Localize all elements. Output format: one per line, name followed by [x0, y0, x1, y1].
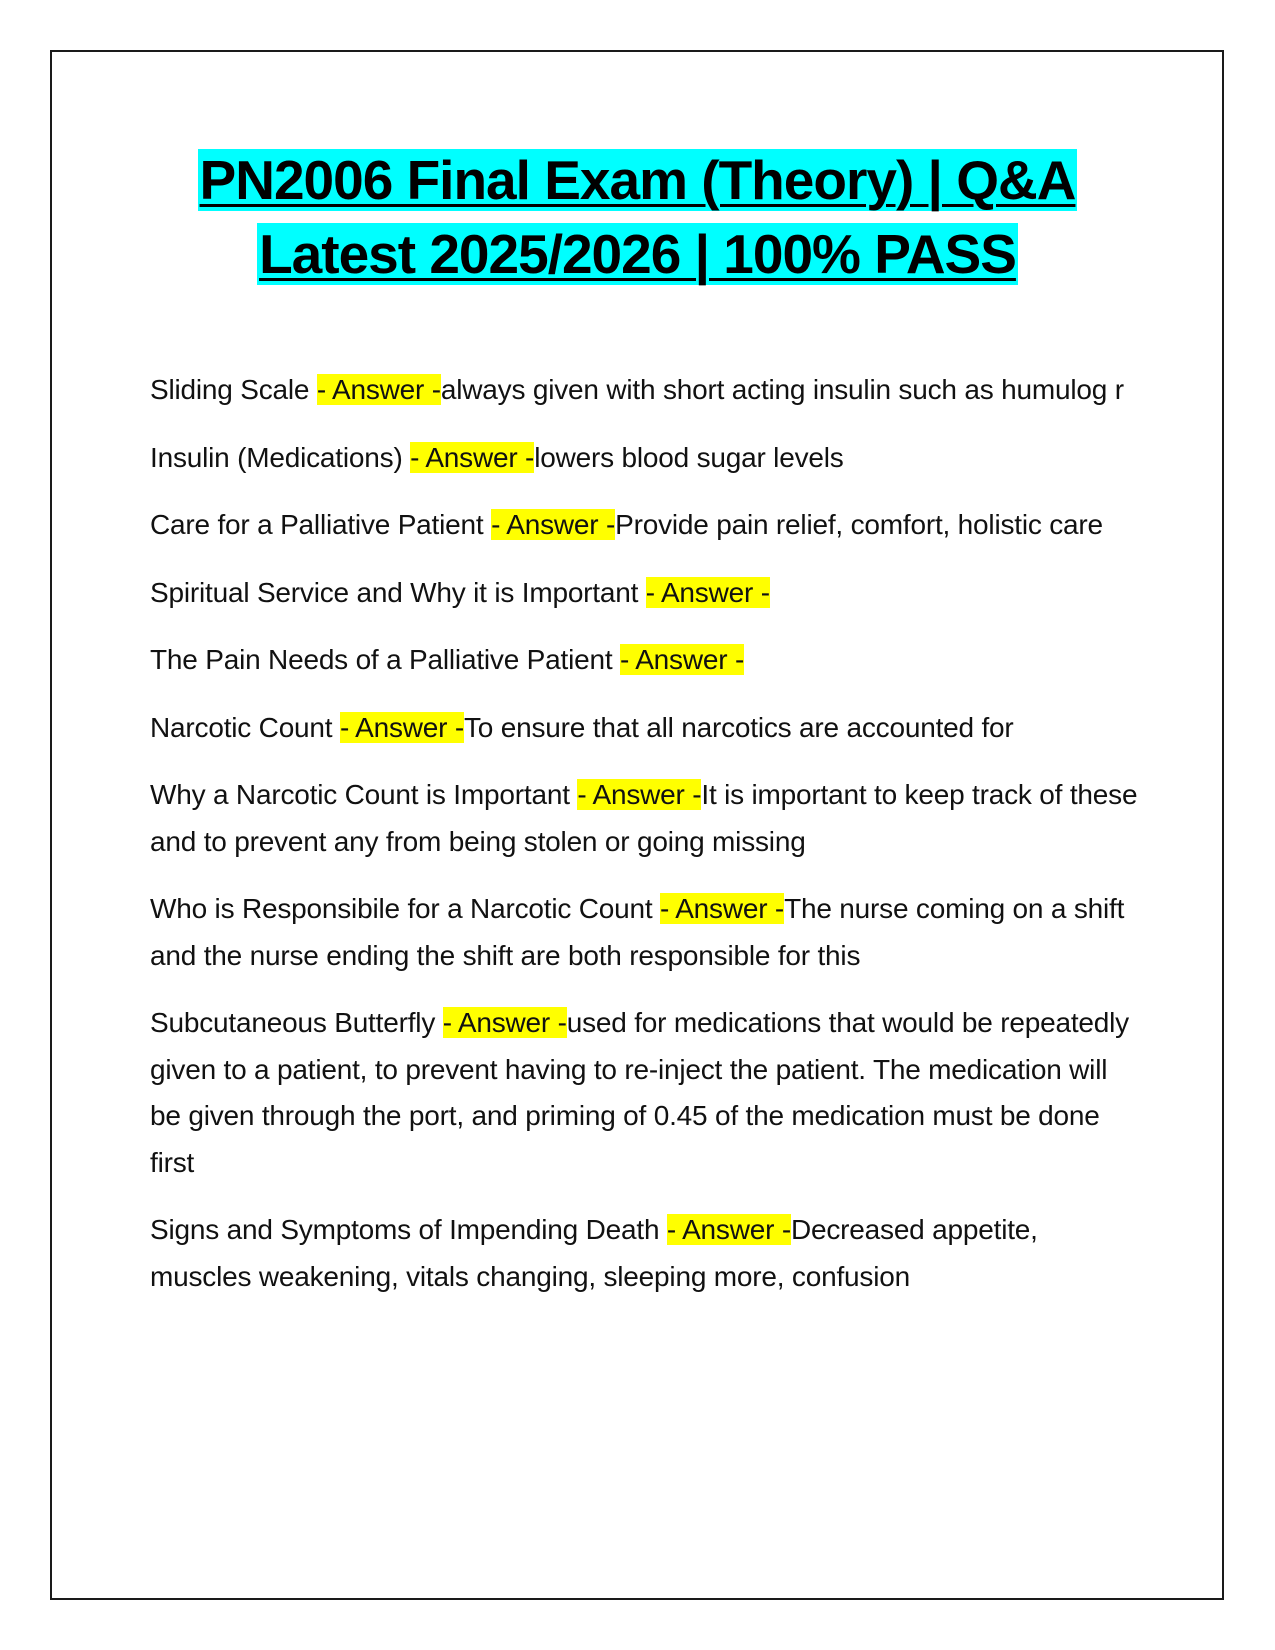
answer-marker: - Answer -	[666, 1214, 791, 1245]
qa-item	[150, 435, 1140, 482]
answer-marker: - Answer -	[577, 779, 702, 810]
answer-marker: - Answer -	[645, 576, 770, 608]
qa-item	[150, 502, 1140, 549]
qa-item	[150, 570, 1140, 617]
qa-item	[150, 1000, 1140, 1186]
qa-question: Spiritual Service and Why it is Important	[150, 576, 646, 608]
answer-marker: - Answer -	[491, 509, 616, 540]
qa-item	[150, 1207, 1140, 1300]
qa-answer: lowers blood sugar levels	[534, 441, 844, 473]
qa-answer: used for medications that would be repeatedly given to a patient, to prevent having to re-inject the patient. The medication will be given through the port, and priming of 0.45 of the medication must be done first	[150, 1007, 1129, 1178]
qa-question: The Pain Needs of a Palliative Patient	[150, 644, 621, 675]
answer-marker: - Answer -	[660, 893, 785, 924]
document-title	[0, 143, 1275, 291]
answer-marker: - Answer -	[316, 374, 441, 405]
qa-item	[150, 886, 1140, 979]
qa-question: Insulin (Medications)	[150, 441, 411, 473]
qa-item	[150, 367, 1140, 414]
title-line-1: PN2006 Final Exam (Theory) | Q&A	[199, 149, 1076, 211]
qa-item	[150, 705, 1140, 752]
answer-marker: - Answer -	[410, 441, 535, 473]
qa-answer: Provide pain relief, comfort, holistic care	[615, 509, 1103, 540]
qa-answer: Decreased appetite, muscles weakening, vitals changing, sleeping more, confusion	[150, 1214, 1038, 1292]
qa-item	[150, 772, 1140, 865]
qa-question: Who is Responsibile for a Narcotic Count	[150, 893, 661, 924]
qa-answer: always given with short acting insulin such as humulog r	[440, 374, 1124, 405]
qa-question: Sliding Scale	[150, 374, 317, 405]
title-line-2: Latest 2025/2026 | 100% PASS	[259, 223, 1016, 285]
qa-question: Care for a Palliative Patient	[150, 509, 492, 540]
qa-answer: The nurse coming on a shift and the nurse ending the shift are both responsible for this	[150, 893, 1125, 971]
qa-question: Why a Narcotic Count is Important	[150, 779, 578, 810]
qa-question: Signs and Symptoms of Impending Death	[150, 1214, 667, 1245]
qa-question: Subcutaneous Butterfly	[150, 1007, 443, 1038]
qa-list	[150, 367, 1140, 1321]
answer-marker: - Answer -	[620, 644, 745, 675]
answer-marker: - Answer -	[339, 711, 464, 743]
answer-marker: - Answer -	[442, 1007, 567, 1038]
qa-question: Narcotic Count	[150, 711, 340, 743]
qa-item	[150, 637, 1140, 684]
qa-answer: To ensure that all narcotics are accounted for	[464, 711, 1014, 743]
qa-answer: It is important to keep track of these and to prevent any from being stolen or going missing	[150, 779, 1138, 857]
